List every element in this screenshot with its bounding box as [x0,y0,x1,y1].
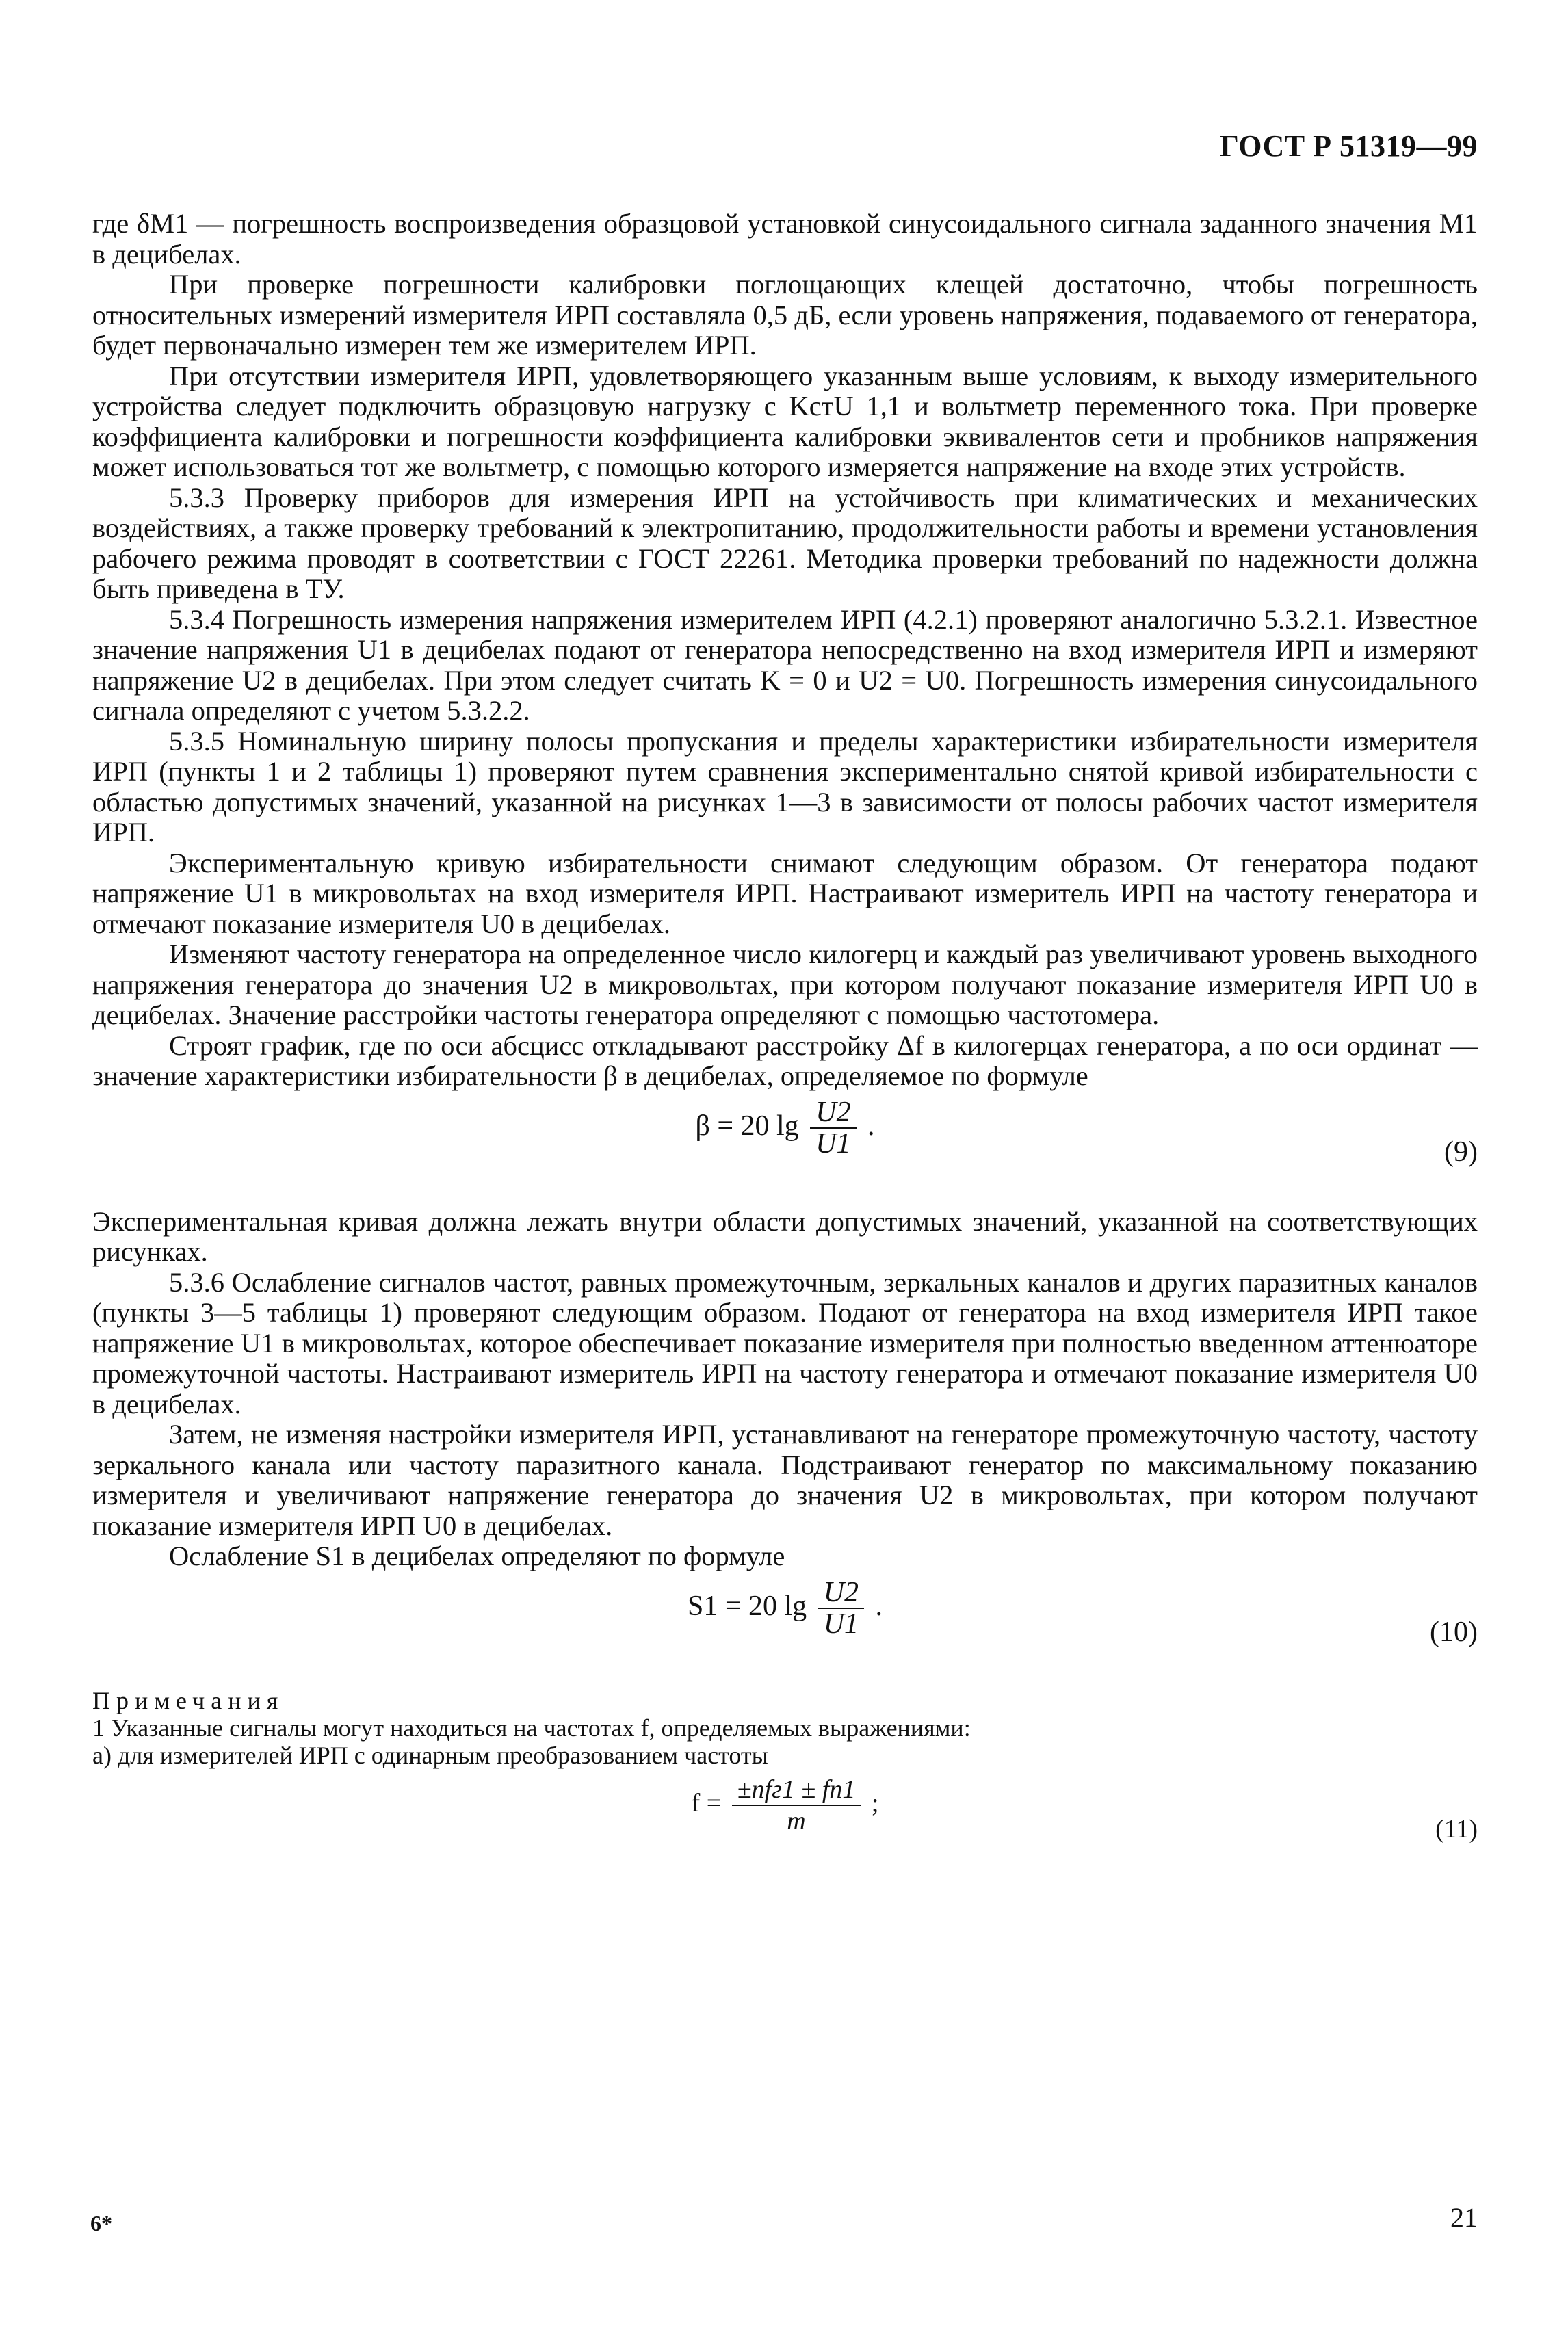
formula-9-fraction [810,1097,856,1160]
formula-10 [92,1577,1478,1680]
paragraph-9: Строят график, где по оси абсцисс откладывают расстройку Δf в килогерцах генератора, а по оси ординат — значение характеристики избирательности β в децибелах, определяемое по формуле [92,1030,1478,1091]
paragraph-1: где δМ1 — погрешность воспроизведения образцовой установкой синусоидального сигнала заданного значения M1 в децибелах. [92,208,1478,270]
page-number: 21 [1450,2202,1478,2233]
formula-9-number: (9) [1444,1136,1478,1168]
paragraph-5-3-6: 5.3.6 Ослабление сигналов частот, равных промежуточным, зеркальных каналов и других паразитных каналов (пункты 3—5 таблицы 1) проверяют следующим образом. Подают от генератора на вход измерителя ИРП такое напряжение U1 в микровольтах, которое обеспечивает показание измерителя при полностью введенном аттенюаторе промежуточной частоты. Настраивают измеритель ИРП на частоту генератора и отмечают показание измерителя U0 в децибелах. [92,1266,1478,1419]
formula-11-denominator: m [787,1807,806,1835]
formula-10-lhs: S1 = 20 lg [687,1590,807,1622]
notes-section [92,1687,1478,1769]
paragraph-5-3-4: 5.3.4 Погрешность измерения напряжения измерителем ИРП (4.2.1) проверяют аналогично 5.3.2.1. Известное значение напряжения U1 в децибелах подают от генератора непосредственно на вход измерителя ИРП и измеряют напряжение U2 в децибелах. При этом следует считать K = 0 и U2 = U0. Погрешность измерения синусоидального сигнала определяют с учетом 5.3.2.2. [92,603,1478,726]
paragraph-2: При проверке погрешности калибровки поглощающих клещей достаточно, чтобы погрешность относительных измерений измерителя ИРП составляла 0,5 дБ, если уровень напряжения, подаваемого от генератора, будет первоначально измерен тем же измерителем ИРП. [92,269,1478,361]
formula-11 [92,1774,1478,1877]
formula-9-denominator: U1 [815,1128,851,1160]
note-1: 1 Указанные сигналы могут находиться на частотах f, определяемых выражениями: [92,1714,971,1742]
formula-10-denominator: U1 [823,1608,859,1640]
paragraph-12: Затем, не изменяя настройки измерителя ИРП, устанавливают на генераторе промежуточную частоту, частоту зеркального канала или частоту паразитного канала. Подстраивают генератор по максимальному показанию измерителя и увеличивают напряжение генератора до значения U2 в микровольтах, при котором получают показание измерителя ИРП U0 в децибелах. [92,1419,1478,1541]
formula-11-numerator: ±nfг1 ± fп1 [732,1774,861,1807]
note-1a: а) для измерителей ИРП с одинарным преобразованием частоты [92,1741,768,1769]
paragraph-3: При отсутствии измерителя ИРП, удовлетворяющего указанным выше условиям, к выходу измерительного устройства следует подключить образцовую нагрузку с KстU 1,1 и вольтметр переменного тока. При проверке коэффициента калибровки и погрешности коэффициента калибровки эквивалентов сети и пробников напряжения может использоваться тот же вольтметр, с помощью которого измеряется напряжение на входе этих устройств. [92,360,1478,482]
body-text [92,209,1478,1884]
footer-sheet-mark: 6* [90,2211,112,2236]
paragraph-5-3-5: 5.3.5 Номинальную ширину полосы пропускания и пределы характеристики избирательности измерителя ИРП (пункты 1 и 2 таблицы 1) проверяют путем сравнения экспериментально снятой кривой избирательности с областью допустимых значений, указанной на рисунках 1—3 в зависимости от полосы рабочих частот измерителя ИРП. [92,725,1478,848]
paragraph-8: Изменяют частоту генератора на определенное число килогерц и каждый раз увеличивают уровень выходного напряжения генератора до значения U2 в микровольтах, при котором получают показание измерителя ИРП U0 в децибелах. Значение расстройки частоты генератора определяют с помощью частотомера. [92,939,1478,1030]
formula-10-tail: . [875,1590,883,1622]
formula-9-tail: . [867,1110,875,1142]
paragraph-10: Экспериментальная кривая должна лежать внутри области допустимых значений, указанной на соответствующих рисунках. [92,1205,1478,1267]
formula-10-numerator: U2 [818,1577,864,1610]
formula-11-tail: ; [871,1788,879,1818]
formula-9-lhs: β = 20 lg [695,1110,799,1142]
formula-11-fraction [732,1774,861,1837]
formula-9-numerator: U2 [810,1097,856,1129]
formula-9 [92,1097,1478,1200]
formula-11-number: (11) [1435,1814,1478,1844]
paragraph-7: Экспериментальную кривую избирательности снимают следующим образом. От генератора подают напряжение U1 в микровольтах на вход измерителя ИРП. Настраивают измеритель ИРП на частоту генератора и отмечают показание измерителя U0 в децибелах. [92,847,1478,939]
formula-10-number: (10) [1430,1616,1478,1648]
formula-10-fraction [818,1577,864,1640]
formula-11-lhs: f = [691,1788,722,1818]
paragraph-13: Ослабление S1 в децибелах определяют по формуле [169,1541,785,1571]
notes-title: Примечания [92,1686,285,1714]
page-header-doc-id: ГОСТ Р 51319—99 [1219,129,1478,163]
paragraph-5-3-3: 5.3.3 Проверку приборов для измерения ИРП на устойчивость при климатических и механических воздействиях, а также проверку требований к электропитанию, продолжительности работы и времени установления рабочего режима проводят в соответствии с ГОСТ 22261. Методика проверки требований по надежности должна быть приведена в ТУ. [92,482,1478,604]
